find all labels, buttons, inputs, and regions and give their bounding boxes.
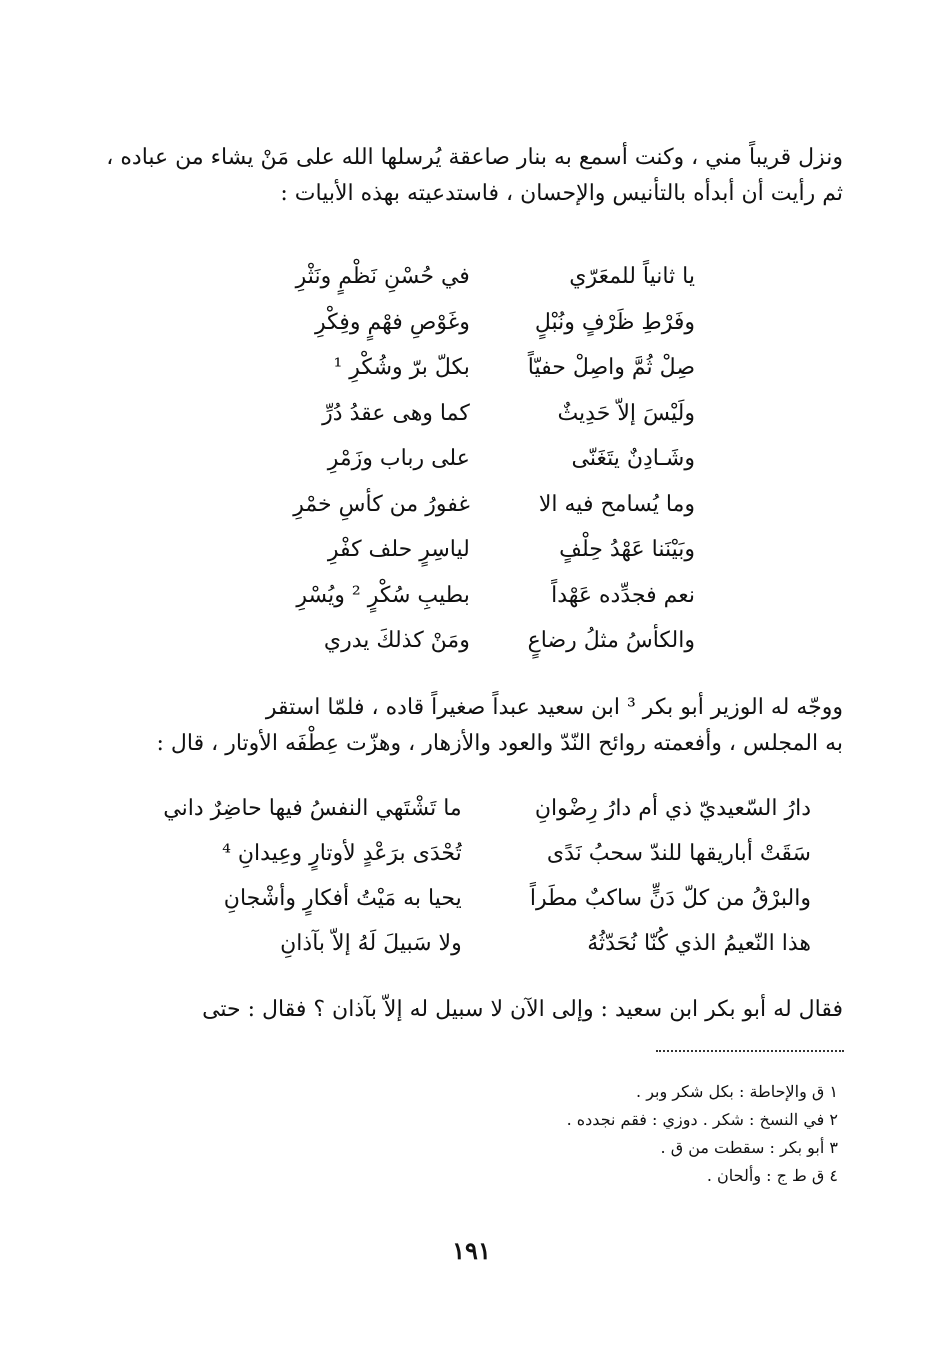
verse-line xyxy=(152,921,811,966)
verse-second-hemistich: في حُسْنِ نَظْمٍ ونَثْرِ xyxy=(295,264,470,289)
middle-line-1: ووجّه له الوزير أبو بكر ³ ابن سعيد عبداً صغيراً قاده ، فلمّا استقر xyxy=(265,695,843,720)
verse-line xyxy=(262,300,695,346)
verse-first-hemistich: صِلْ ثُمَّ واصِلْ حفيّاً xyxy=(527,355,695,380)
verse-first-hemistich: والكأسُ مثلُ رضاعٍ xyxy=(527,628,695,653)
verse-line xyxy=(152,876,811,921)
verse-line xyxy=(262,573,695,619)
verse-first-hemistich: هذا النّعيمُ الذي كُنّا نُحَدّثُهُ xyxy=(587,931,811,956)
verse-line xyxy=(262,254,695,300)
verse-second-hemistich: وغَوْصِ فهْمٍ وفِكْرِ xyxy=(315,309,470,335)
verse-line xyxy=(262,345,695,391)
closing-paragraph xyxy=(150,992,843,1028)
poem-two xyxy=(152,786,811,966)
intro-paragraph xyxy=(106,140,843,212)
verse-first-hemistich: دارُ السّعيديّ ذي أم دارُ رِضْوانِ xyxy=(534,796,811,821)
verse-first-hemistich: وما يُسامح فيه الا xyxy=(538,491,695,517)
footnote: ٢ في النسخ : شكر . دوزي : فقم نجدده . xyxy=(566,1110,838,1129)
footnote: ١ ق والإحاطة : بكل شكر وبر . xyxy=(636,1082,838,1101)
verse-first-hemistich: والبرْقُ من كلّ دَنٍّ ساكبٌ مطَراً xyxy=(529,886,811,911)
verse-second-hemistich: كما وهى عقدُ دُرِّ xyxy=(322,400,470,426)
verse-second-hemistich: غفورُ من كأسِ خمْرِ xyxy=(293,491,470,517)
verse-line xyxy=(152,786,811,831)
footnotes xyxy=(400,1078,838,1190)
verse-second-hemistich: على رباب وزَمْرِ xyxy=(327,446,470,471)
verse-line xyxy=(262,436,695,482)
intro-line-1: ونزل قريباً مني ، وكنت أسمع به بنار صاعقة يُرسلها الله على مَنْ يشاء من عباده ، xyxy=(106,145,843,170)
poem-one xyxy=(262,254,695,664)
page-number: ١٩١ xyxy=(452,1236,491,1265)
verse-first-hemistich: وفَرْطِ ظَرْفٍ ونُبْلٍ xyxy=(534,309,695,335)
verse-first-hemistich: نعم فجدِّده عَهْداً xyxy=(551,582,695,608)
intro-line-2: ثم رأيت أن أبدأه بالتأنيس والإحسان ، فاستدعيته بهذه الأبيات : xyxy=(280,181,843,206)
verse-line xyxy=(152,831,811,876)
verse-second-hemistich: لياسِرٍ حلف كفْرِ xyxy=(327,537,470,562)
verse-line xyxy=(262,391,695,437)
verse-first-hemistich: وبَيْنَنا عَهْدُ حِلْفٍ xyxy=(559,537,695,562)
verse-second-hemistich: بكلّ برّ وشُكْرِ ¹ xyxy=(333,355,470,380)
middle-line-2: به المجلس ، وأفعمته روائح النّدّ والعود والأزهار ، وهزّت عِطْفَه الأوتار ، قال : xyxy=(156,731,843,756)
verse-second-hemistich: ومَنْ كذلكَ يدري xyxy=(323,628,470,653)
verse-second-hemistich: يحيا به مَيْتُ أفكارٍ وأشْجانِ xyxy=(223,886,462,911)
verse-second-hemistich: بطيبِ سُكْرٍ ² ويُسْرِ xyxy=(296,582,470,608)
verse-first-hemistich: ولَيْسَ إلاّ حَدِيثٌ xyxy=(557,400,695,426)
verse-second-hemistich: ولا سَبيلَ لَهُ إلاّ بآذانِ xyxy=(280,931,462,956)
verse-first-hemistich: وشَـادِنٌ يتَغَنّى xyxy=(571,446,695,471)
verse-line xyxy=(262,482,695,528)
footnote: ٤ ق ط ج : وألحان . xyxy=(706,1166,838,1185)
verse-line xyxy=(262,618,695,664)
verse-first-hemistich: يا ثانياً للمعَرّي xyxy=(569,264,695,289)
verse-second-hemistich: تُحْدَى برَعْدٍ لأوتارٍ وعِيدانِ ⁴ xyxy=(222,841,462,866)
verse-line xyxy=(262,527,695,573)
closing-line: فقال له أبو بكر ابن سعيد : وإلى الآن لا سبيل له إلاّ بآذان ؟ فقال : حتى xyxy=(202,997,843,1022)
verse-first-hemistich: سَقَتْ أباريقها للندّ سحبُ نَدًى xyxy=(546,841,811,866)
footnote: ٣ أبو بكر : سقطت من ق . xyxy=(660,1138,838,1157)
footnote-divider xyxy=(656,1050,844,1052)
verse-second-hemistich: ما تَشْتَهي النفسُ فيها حاضِرٌ داني xyxy=(163,796,462,821)
middle-paragraph xyxy=(150,690,843,762)
